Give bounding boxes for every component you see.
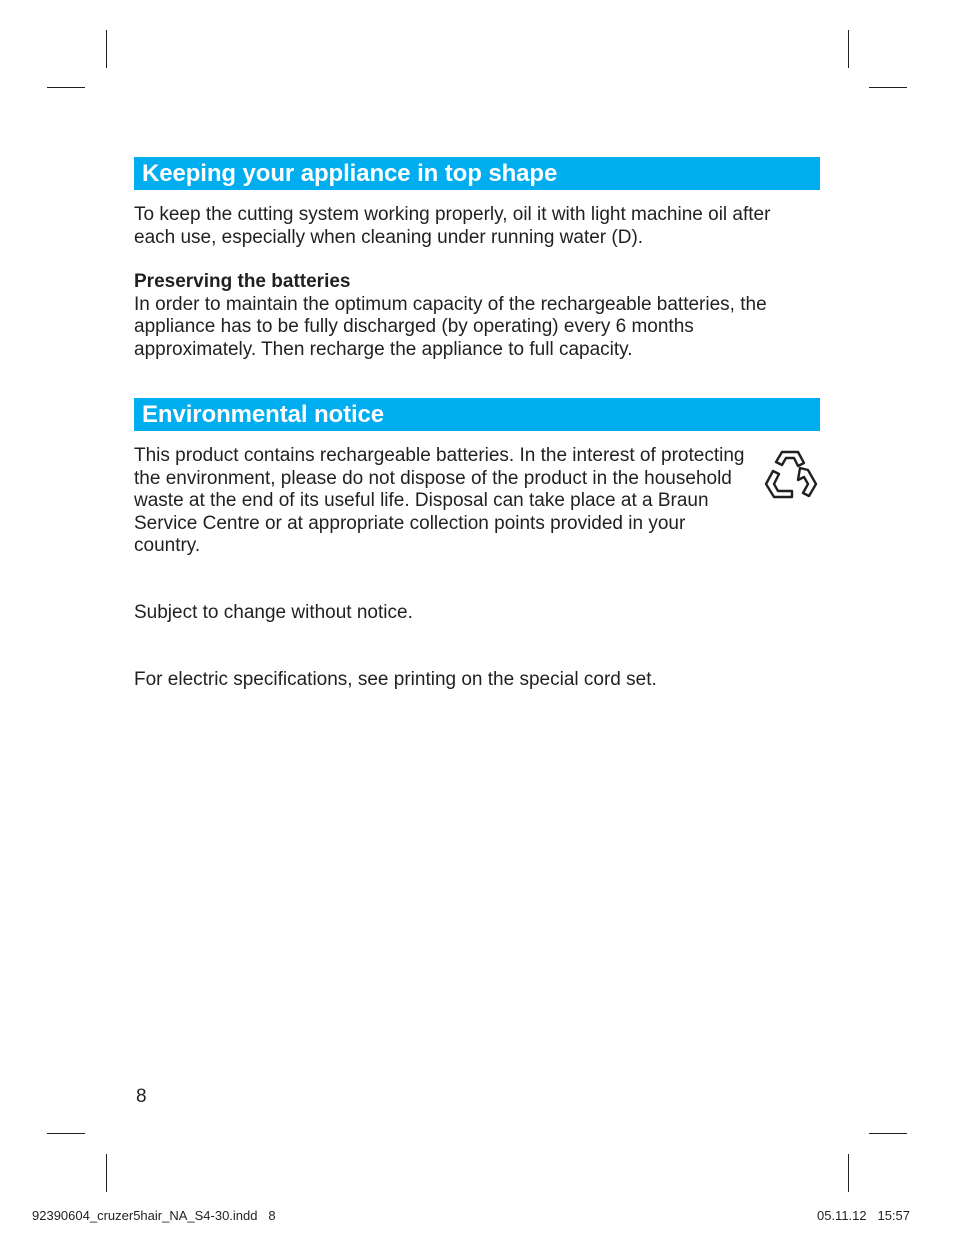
recycle-icon — [762, 448, 818, 504]
slug-timestamp: 05.11.12 15:57 — [816, 1208, 910, 1223]
section-header-maintenance — [134, 157, 820, 190]
crop-mark — [106, 30, 107, 68]
change-notice: Subject to change without notice. — [134, 602, 413, 623]
subsection-heading: Preserving the batteries — [134, 271, 351, 292]
maintenance-paragraph: To keep the cutting system working properly, oil it with light machine oil after each use, especially when cleaning under running water (D). — [134, 204, 771, 248]
crop-mark — [848, 30, 849, 68]
section-header-environment — [134, 398, 820, 431]
slug-filename: 92390604_cruzer5hair_NA_S4-30.indd 8 — [32, 1208, 276, 1223]
batteries-paragraph: In order to maintain the optimum capacity of the rechargeable batteries, the appliance has to be fully discharged (by operating) every 6 months approximately. Then recharge the appliance to full capacity. — [134, 293, 767, 360]
crop-mark — [47, 1133, 85, 1134]
environment-paragraph: This product contains rechargeable batteries. In the interest of protecting the environment, please do not dispose of the product in the household waste at the end of its useful life. Disposal can take place at a Braun Service Centre or at appropriate collection points provided in your country. — [134, 445, 745, 556]
electric-spec-notice: For electric specifications, see printing on the special cord set. — [134, 669, 657, 690]
crop-mark — [848, 1154, 849, 1192]
crop-mark — [869, 1133, 907, 1134]
batteries-subsection — [134, 271, 794, 361]
crop-mark — [47, 87, 85, 88]
page-number: 8 — [136, 1086, 147, 1107]
section-heading: Environmental notice — [142, 400, 385, 428]
crop-mark — [869, 87, 907, 88]
section-heading: Keeping your appliance in top shape — [142, 159, 558, 187]
crop-mark — [106, 1154, 107, 1192]
